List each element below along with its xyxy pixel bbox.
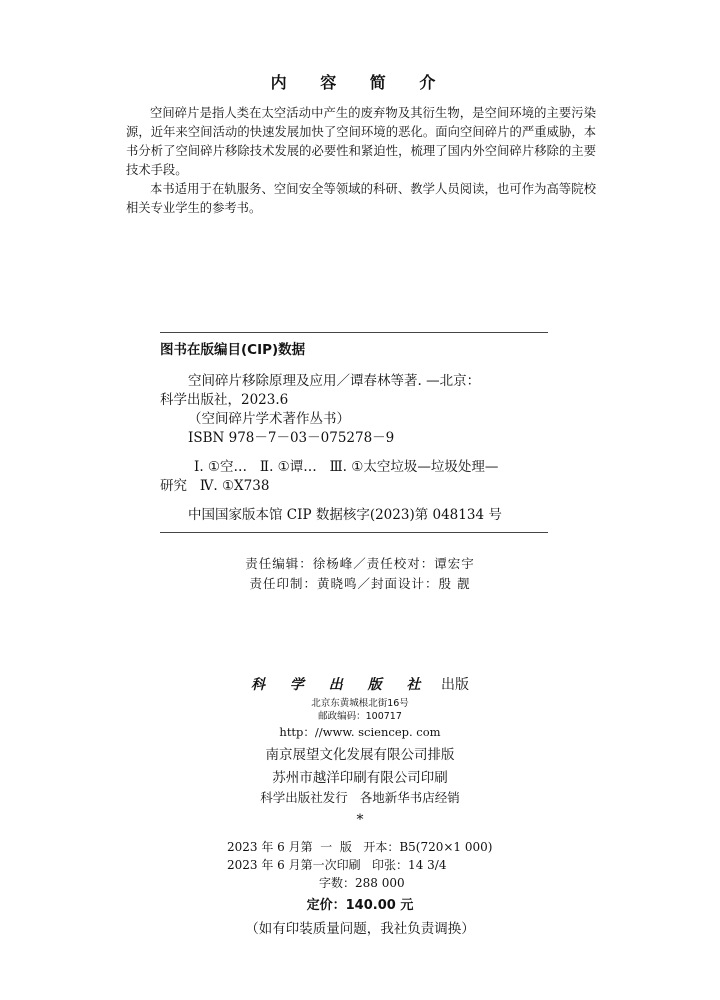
publisher-url: http：//www. sciencep. com bbox=[279, 725, 441, 739]
edition-line-2: 2023 年 6 月第一次印刷 印张：14 3/4 bbox=[227, 858, 447, 872]
word-count: 字数：288 000 bbox=[319, 876, 405, 890]
intro-paragraph-2: 本书适用于在轨服务、空间安全等领域的科研、教学人员阅读，也可作为高等院校相关专业学生的参考书。 bbox=[126, 182, 596, 215]
edition-block bbox=[227, 838, 547, 892]
cip-heading: 图书在版编目(CIP)数据 bbox=[160, 342, 306, 358]
publisher-name-line bbox=[0, 674, 720, 694]
cip-classification-line-2: 研究 Ⅳ. ①X738 bbox=[160, 478, 270, 494]
production-block bbox=[0, 745, 720, 808]
edition-line-1: 2023 年 6 月第 一 版 开本：B5(720×1 000) bbox=[227, 840, 493, 854]
editors-block bbox=[0, 554, 720, 594]
publisher-suffix: 出版 bbox=[440, 677, 469, 693]
cip-bottom-rule bbox=[160, 532, 548, 533]
intro-section bbox=[126, 104, 596, 218]
distribution-info: 科学出版社发行 各地新华书店经销 bbox=[260, 790, 460, 805]
intro-paragraph-1: 空间碎片是指人类在太空活动中产生的废弃物及其衍生物，是空间环境的主要污染源，近年来空间活动的快速发展加快了空间环境的恶化。面向空间碎片的严重威胁，本书分析了空间碎片移除技术发展的必要性和紧迫性，梳理了国内外空间碎片移除的主要技术手段。 bbox=[126, 106, 596, 177]
printing-info: 苏州市越洋印刷有限公司印刷 bbox=[272, 770, 448, 786]
price: 定价：140.00 元 bbox=[306, 898, 414, 913]
cip-record-number: 中国国家版本馆 CIP 数据核字(2023)第 048134 号 bbox=[188, 507, 502, 523]
publisher-name: 科 学 出 版 社 bbox=[251, 677, 431, 693]
typesetting-info: 南京展望文化发展有限公司排版 bbox=[265, 747, 455, 763]
cip-top-rule bbox=[160, 332, 548, 333]
publisher-address-block bbox=[0, 697, 720, 723]
cip-block bbox=[160, 341, 548, 525]
separator-star: * bbox=[356, 812, 364, 828]
cip-isbn-line: ISBN 978－7－03－075278－9 bbox=[188, 430, 395, 446]
editors-line-2: 责任印制：黄晓鸣／封面设计：殷 靓 bbox=[249, 576, 471, 591]
cip-classification-line: Ⅰ. ①空… Ⅱ. ①谭… Ⅲ. ①太空垃圾—垃圾处理— bbox=[194, 459, 499, 475]
quality-notice: （如有印装质量问题，我社负责调换） bbox=[245, 921, 475, 937]
cip-title-line: 空间碎片移除原理及应用／谭春林等著. —北京： bbox=[188, 373, 481, 389]
editors-line-1: 责任编辑：徐杨峰／责任校对：谭宏宇 bbox=[245, 556, 475, 571]
cip-series-line: （空间碎片学术著作丛书） bbox=[188, 411, 350, 427]
publisher-address: 北京东黄城根北街16号 bbox=[311, 698, 409, 709]
publisher-postcode: 邮政编码：100717 bbox=[318, 711, 402, 722]
page-title: 内 容 简 介 bbox=[270, 73, 450, 92]
cip-publisher-line: 科学出版社，2023.6 bbox=[160, 392, 289, 408]
